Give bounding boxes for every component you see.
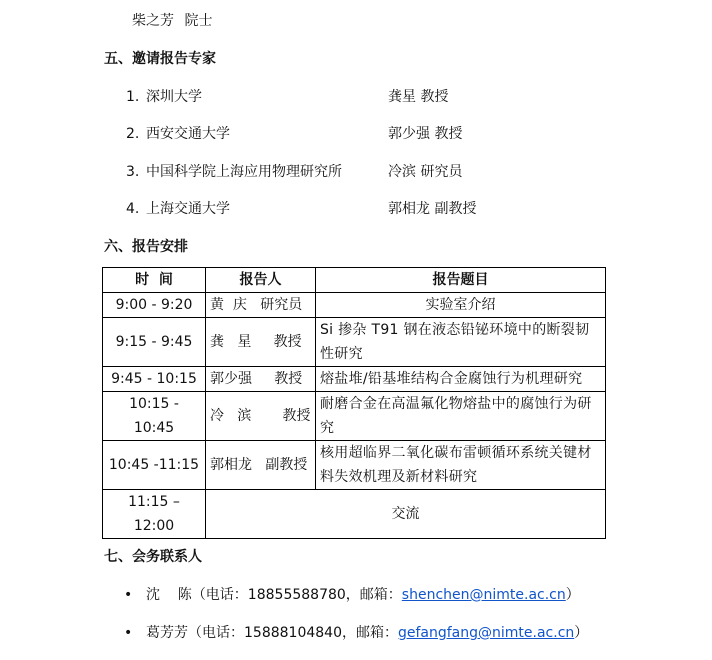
table-row — [103, 490, 606, 539]
contact-email-link[interactable]: shenchen@nimte.ac.cn — [401, 587, 566, 603]
topic-cell: 耐磨合金在高温氟化物熔盐中的腐蚀行为研究 — [316, 392, 606, 441]
table-row — [103, 318, 606, 367]
expert-organization: 中国科学院上海应用物理研究所 — [146, 164, 342, 180]
person-name: 柴之芳 — [132, 13, 174, 29]
speaker-cell: 冷 滨 教授 — [206, 392, 316, 441]
contact-line — [146, 586, 580, 604]
section-5-heading: 五、邀请报告专家 — [104, 51, 216, 67]
expert-organization: 上海交通大学 — [146, 201, 230, 217]
expert-person: 冷滨 研究员 — [388, 164, 463, 180]
table-row — [103, 367, 606, 392]
bullet-icon: • — [124, 587, 133, 603]
topic-cell: 核用超临界二氧化碳布雷顿循环系统关键材料失效机理及新材料研究 — [316, 441, 606, 490]
table-row — [103, 441, 606, 490]
top-line — [132, 12, 212, 30]
column-header-topic: 报告题目 — [316, 268, 606, 293]
person-title: 院士 — [184, 13, 213, 29]
table-header-row — [103, 268, 606, 293]
table-row — [103, 392, 606, 441]
expert-person: 郭相龙 副教授 — [388, 201, 477, 217]
table-row — [103, 293, 606, 318]
contact-line — [146, 624, 588, 642]
time-cell: 10:45 -11:15 — [103, 441, 206, 490]
expert-organization: 深圳大学 — [146, 89, 202, 105]
contact-email-link[interactable]: gefangfang@nimte.ac.cn — [397, 625, 575, 641]
column-header-time: 时 间 — [103, 268, 206, 293]
time-cell: 10:15 - 10:45 — [103, 392, 206, 441]
speaker-cell: 郭少强 教授 — [206, 367, 316, 392]
expert-number: 2. — [126, 126, 140, 142]
section-6-heading: 六、报告安排 — [104, 239, 188, 255]
time-cell: 9:15 - 9:45 — [103, 318, 206, 367]
speaker-cell: 龚 星 教授 — [206, 318, 316, 367]
time-cell: 11:15 – 12:00 — [103, 490, 206, 539]
expert-person: 龚星 教授 — [388, 89, 449, 105]
contact-suffix: ） — [574, 625, 589, 641]
section-7-heading: 七、会务联系人 — [104, 549, 202, 565]
expert-person: 郭少强 教授 — [388, 126, 463, 142]
contact-phone-prefix: （电话：18855588780，邮箱： — [191, 587, 402, 603]
time-cell: 9:45 - 10:15 — [103, 367, 206, 392]
expert-number: 4. — [126, 201, 140, 217]
expert-number: 3. — [126, 164, 140, 180]
merged-activity-cell: 交流 — [206, 490, 606, 539]
time-cell: 9:00 - 9:20 — [103, 293, 206, 318]
speaker-cell: 郭相龙 副教授 — [206, 441, 316, 490]
speaker-cell: 黄 庆 研究员 — [206, 293, 316, 318]
column-header-speaker: 报告人 — [206, 268, 316, 293]
contact-suffix: ） — [565, 587, 580, 603]
contact-phone-prefix: （电话：15888104840，邮箱： — [188, 625, 398, 641]
topic-cell: 实验室介绍 — [316, 293, 606, 318]
topic-cell: 熔盐堆/铅基堆结构合金腐蚀行为机理研究 — [316, 367, 606, 392]
expert-number: 1. — [126, 89, 140, 105]
schedule-table — [102, 267, 606, 539]
contact-name: 葛芳芳 — [146, 625, 188, 641]
expert-organization: 西安交通大学 — [146, 126, 230, 142]
topic-cell: Si 掺杂 T91 钢在液态铅铋环境中的断裂韧性研究 — [316, 318, 606, 367]
contact-name: 沈 陈 — [146, 587, 192, 603]
bullet-icon: • — [124, 625, 133, 641]
